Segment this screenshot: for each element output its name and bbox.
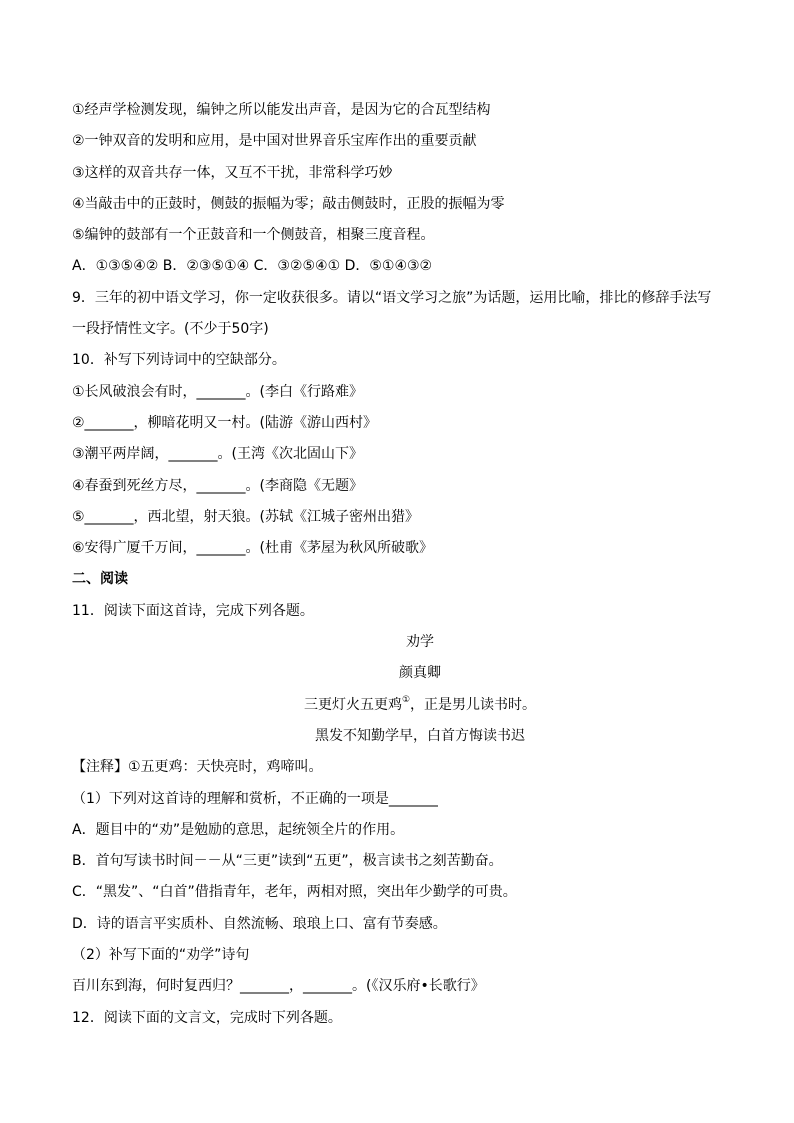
text-line-content: 9．三年的初中语文学习，你一定收获很多。请以“语文学习之旅”为话题，运用比喻，排比的修辞手法写: [72, 289, 712, 306]
document-page: [72, 98, 728, 1037]
text-line: [72, 599, 728, 630]
text-line-content: 三更灯火五更鸡: [303, 696, 402, 713]
text-line-content: （1）下列对这首诗的理解和赏析，不正确的一项是_______: [72, 790, 438, 807]
text-line: [72, 567, 728, 598]
text-line-content: 一段抒情性文字。(不少于50字): [72, 321, 269, 338]
text-line: [72, 505, 728, 536]
text-line: [72, 317, 728, 348]
text-line-content: B．首句写读书时间－－从“三更”读到“五更”，极言读书之刻苦勤奋。: [72, 853, 503, 870]
text-line-content: 百川东到海，何时复西归？_______，_______。(《汉乐府•长歌行》: [72, 978, 485, 995]
text-line-content: A．①③⑤④② B．②③⑤①④ C．③②⑤④① D．⑤①④③②: [72, 258, 433, 275]
text-line-content: A．题目中的“劝”是勉励的意思，起统领全片的作用。: [72, 821, 405, 838]
text-line: [72, 787, 728, 818]
text-line-content: 【注释】①五更鸡：天快亮时，鸡啼叫。: [72, 759, 323, 776]
text-line-content: 12．阅读下面的文言文，完成时下列各题。: [72, 1009, 342, 1026]
text-line: [72, 661, 728, 692]
text-line: [72, 161, 728, 192]
text-line: [72, 818, 728, 849]
text-line: [72, 442, 728, 473]
footnote-marker: ①: [401, 694, 411, 705]
text-line: [72, 536, 728, 567]
text-line-content: ③这样的双音共存一体，又互不干扰，非常科学巧妙: [72, 164, 393, 181]
text-line-content: 10．补写下列诗词中的空缺部分。: [72, 352, 286, 369]
text-line: [72, 98, 728, 129]
text-line: [72, 286, 728, 317]
text-line: [72, 192, 728, 223]
text-line-content: ③潮平两岸阔，_______。(王湾《次北固山下》: [72, 446, 364, 463]
text-line-content: 劝学: [406, 634, 434, 651]
text-line-content: C．“黑发”、“白首”借指青年，老年，两相对照，突出年少勤学的可贵。: [72, 884, 517, 901]
text-line: [72, 1006, 728, 1037]
text-line: [72, 755, 728, 786]
text-line: [72, 223, 728, 254]
text-line: [72, 411, 728, 442]
text-line: [72, 254, 728, 285]
text-line-continuation: ，正是男儿读书时。: [410, 696, 537, 713]
text-line-content: ⑥安得广厦千万间，_______。(杜甫《茅屋为秋风所破歌》: [72, 540, 434, 557]
text-line-content: 黑发不知勤学早，白首方悔读书迟: [315, 727, 525, 744]
text-line-content: ①长风破浪会有时，_______。(李白《行路难》: [72, 383, 364, 400]
text-line-content: ②一钟双音的发明和应用，是中国对世界音乐宝库作出的重要贡献: [72, 133, 477, 150]
text-line-content: D．诗的语言平实质朴、自然流畅、琅琅上口、富有节奏感。: [72, 915, 447, 932]
text-line-content: ②_______，柳暗花明又一村。(陆游《游山西村》: [72, 414, 378, 431]
text-line-content: ④春蚕到死丝方尽，_______。(李商隐《无题》: [72, 477, 364, 494]
text-line: [72, 129, 728, 160]
text-line: [72, 630, 728, 661]
text-line-content: ④当敲击中的正鼓时，侧鼓的振幅为零；敲击侧鼓时，正股的振幅为零: [72, 195, 505, 212]
text-line-content: 11．阅读下面这首诗，完成下列各题。: [72, 602, 314, 619]
text-line: [72, 912, 728, 943]
text-line: [72, 380, 728, 411]
text-line-content: ①经声学检测发现，编钟之所以能发出声音，是因为它的合瓦型结构: [72, 102, 491, 118]
text-line-content: ⑤编钟的鼓部有一个正鼓音和一个侧鼓音，相聚三度音程。: [72, 227, 435, 244]
text-line: [72, 693, 728, 724]
text-line: [72, 724, 728, 755]
text-line-content: 二、阅读: [72, 571, 128, 588]
text-line: [72, 880, 728, 911]
text-line-content: 颜真卿: [399, 665, 441, 682]
text-line: [72, 474, 728, 505]
text-line-content: （2）补写下面的“劝学”诗句: [72, 947, 250, 964]
text-line: [72, 348, 728, 379]
text-line: [72, 974, 728, 1005]
text-line-content: ⑤_______，西北望，射天狼。(苏轼《江城子密州出猎》: [72, 508, 420, 525]
text-line: [72, 849, 728, 880]
text-line: [72, 943, 728, 974]
